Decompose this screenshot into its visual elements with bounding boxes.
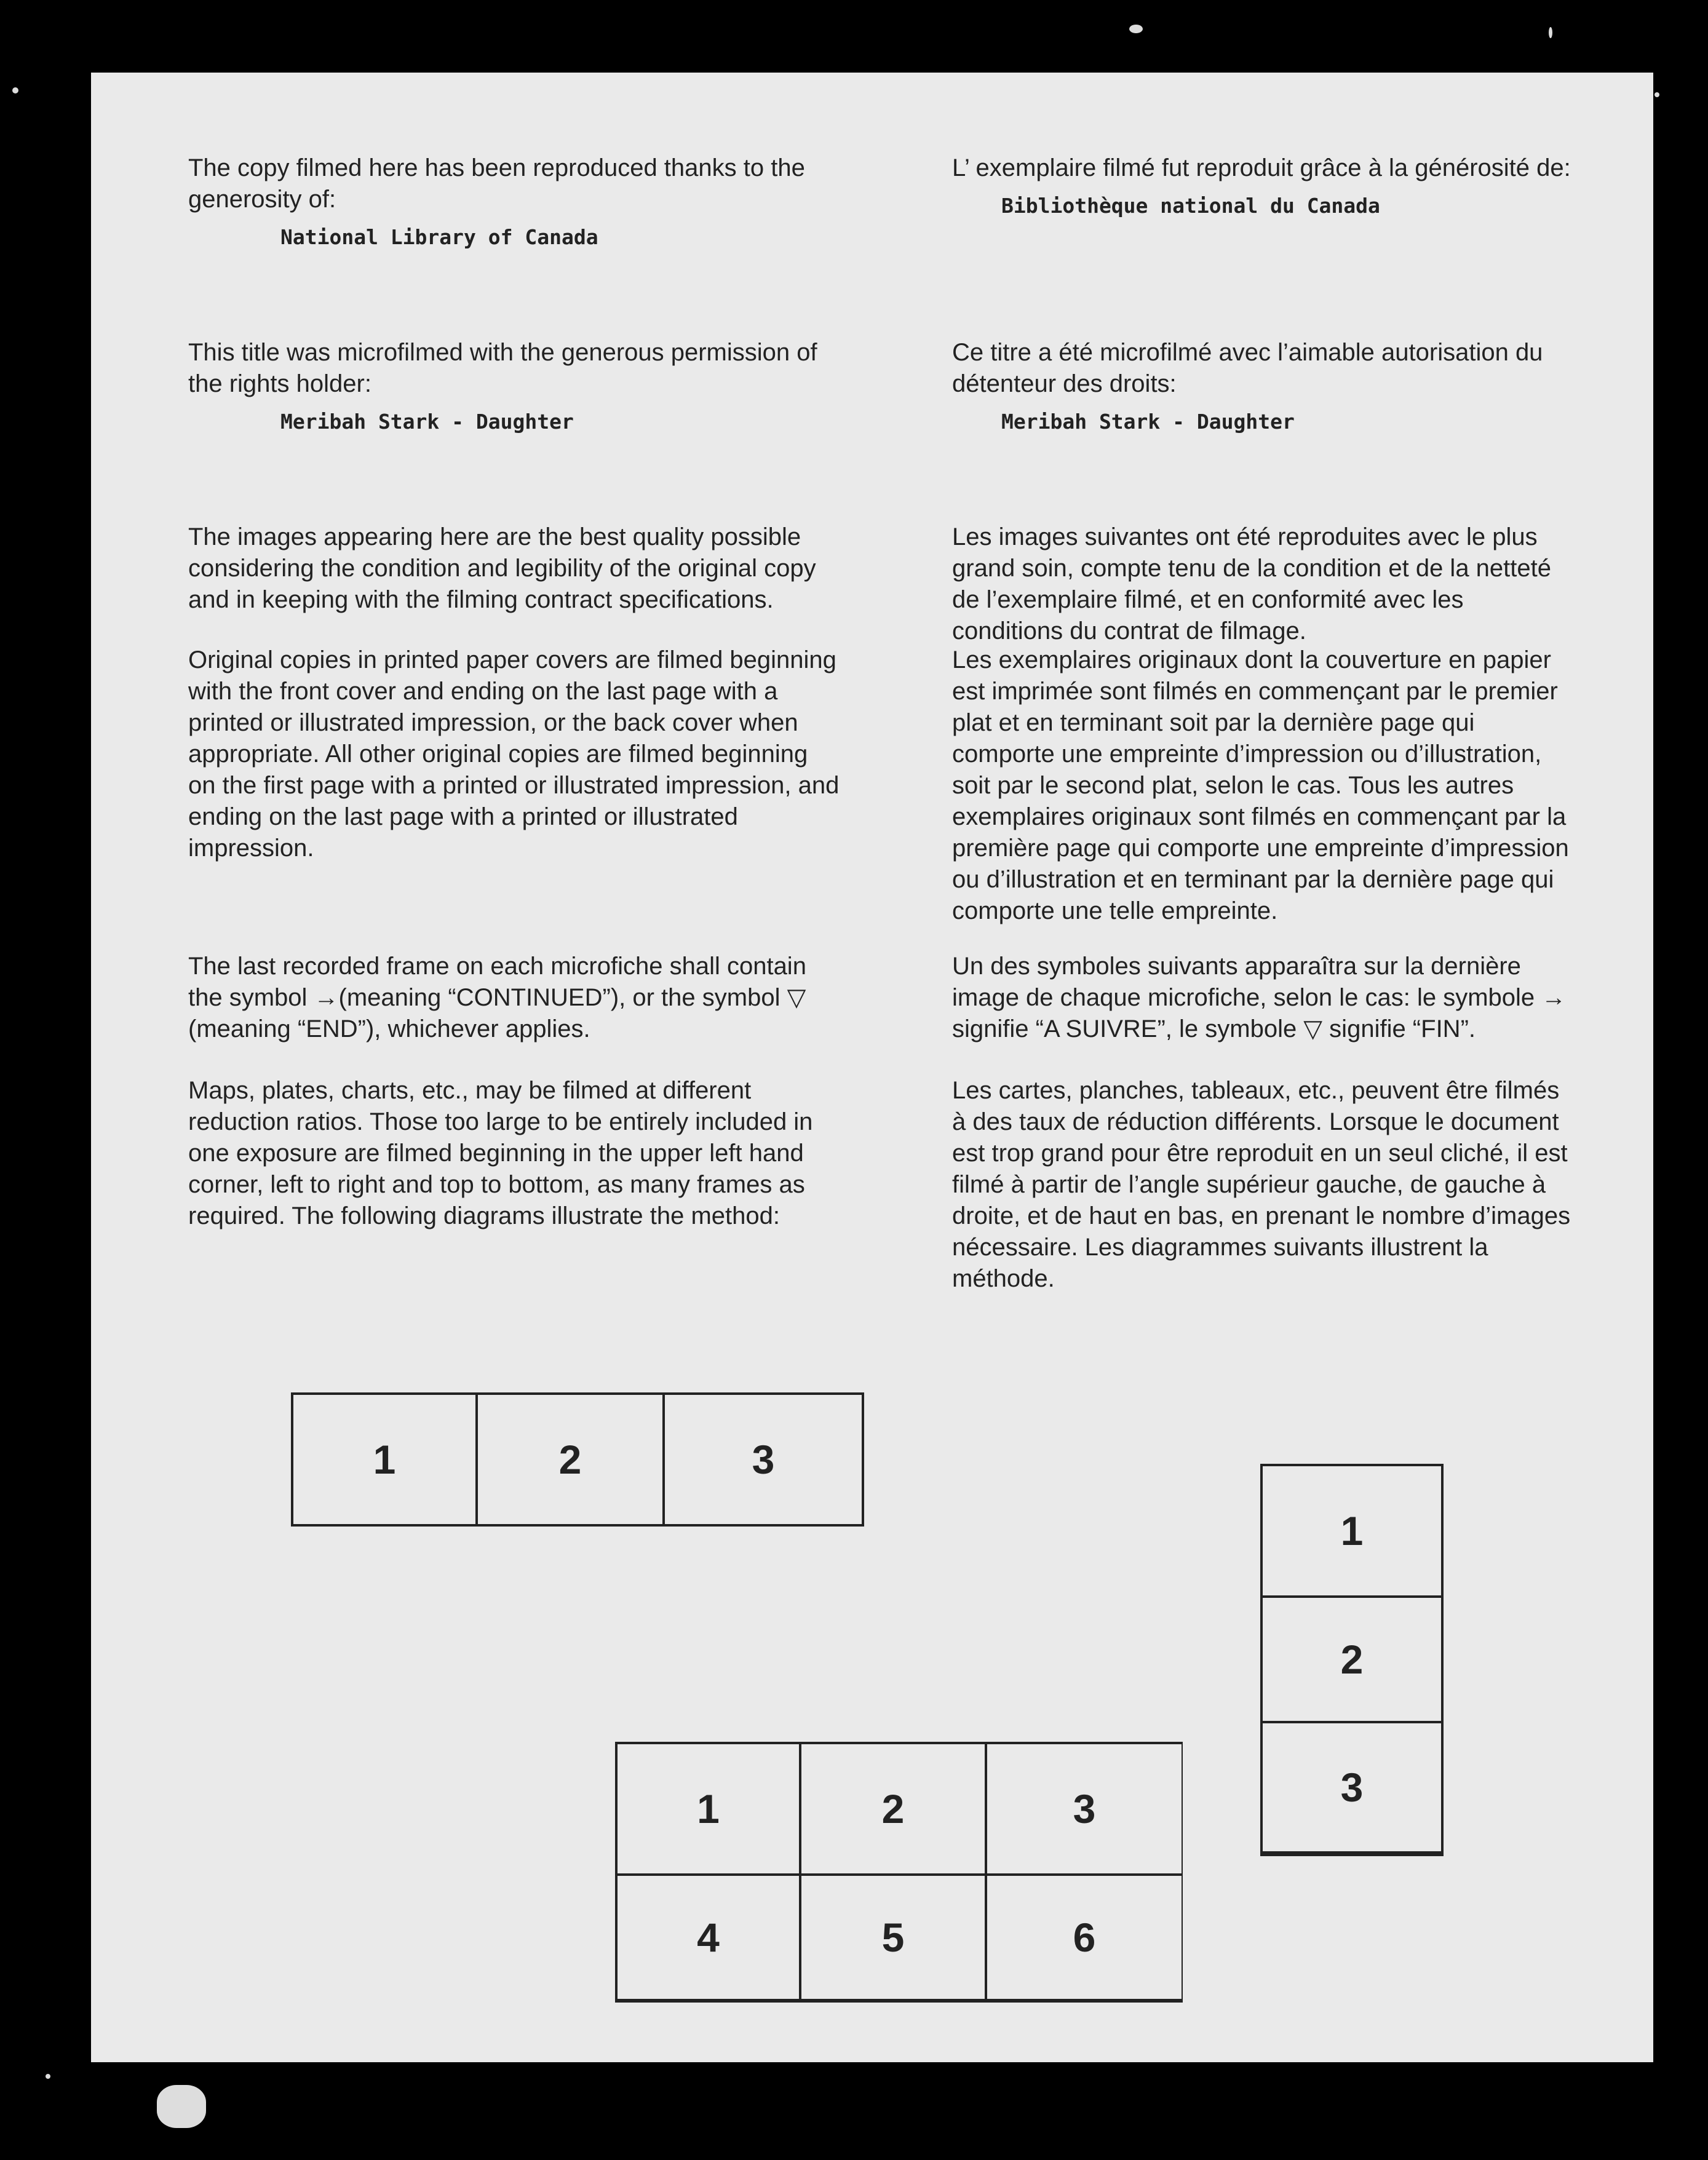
film-speck [1654, 92, 1659, 97]
film-speck [157, 2085, 206, 2128]
diagram-vertical-three [1260, 1464, 1444, 1856]
symbols-paragraph: The last recorded frame on each microfiche shall contain the symbol →(meaning “CONTINUED”), or the symbol ▽ (meaning “END”), whichever applies. [188, 953, 806, 1042]
permission-block [188, 337, 840, 434]
acknowledgement-block-fr [952, 153, 1579, 218]
film-speck [1549, 27, 1552, 38]
covers-paragraph-fr: Les exemplaires originaux dont la couverture en papier est imprimée sont filmés en commençant par le premier plat et en terminant soit par la dernière page qui comporte une empreinte d’impression ou d’illustration, soit par le second plat, selon le cas. Tous les autres exemplaires originaux sont filmés en commençant par la première page qui comporte une empreinte d’impression ou d’illustration et en terminant par la dernière page qui comporte une telle empreinte. [952, 646, 1569, 924]
permission-text-fr: Ce titre a été microfilmé avec l’aimable autorisation du détenteur des droits: [952, 339, 1543, 397]
film-speck [46, 2074, 50, 2079]
diagram-horizontal-three [291, 1392, 864, 1527]
rights-holder-fr: Meribah Stark - Daughter [1001, 410, 1295, 434]
frame-cell: 1 [293, 1395, 475, 1524]
frame-cell: 3 [665, 1395, 862, 1524]
film-speck [12, 87, 18, 93]
maps-paragraph: Maps, plates, charts, etc., may be filmed at different reduction ratios. Those too large to be entirely included in one exposure are filmed beginning in the upper left hand corner, left to right and top to bottom, as many frames as required. The following diagrams illustrate the method: [188, 1077, 813, 1229]
maps-paragraph-fr: Les cartes, planches, tableaux, etc., peuvent être filmés à des taux de réduction différents. Lorsque le document est trop grand pour être reproduit en un seul cliché, il est filmé à partir de l’angle supérieur gauche, de gauche à droite, et de haut en bas, en prenant le nombre d’images nécessaire. Les diagrammes suivants illustrent la méthode. [952, 1077, 1571, 1292]
permission-block-fr [952, 337, 1579, 434]
library-name: National Library of Canada [280, 225, 598, 249]
frame-cell: 3 [1263, 1723, 1441, 1851]
microfilm-target-sheet [91, 73, 1653, 2062]
quality-paragraph-fr: Les images suivantes ont été reproduites avec le plus grand soin, compte tenu de la condition et de la netteté de l’exemplaire filmé, et en conformité avec les conditions du contrat de filmage. [952, 523, 1552, 645]
film-speck [1129, 25, 1143, 33]
quality-paragraph: The images appearing here are the best quality possible considering the condition and legibility of the original copy and in keeping with the filming contract specifications. [188, 523, 816, 613]
frame-cell: 3 [987, 1744, 1182, 1873]
acknowledgement-text-fr: L’ exemplaire filmé fut reproduit grâce à la générosité de: [952, 154, 1571, 181]
diagram-grid-six [615, 1742, 1183, 2003]
rights-holder: Meribah Stark - Daughter [280, 410, 574, 434]
library-name-fr: Bibliothèque national du Canada [1001, 194, 1380, 218]
frame-cell: 5 [801, 1876, 985, 1999]
frame-cell: 6 [987, 1876, 1182, 1999]
frame-cell: 1 [1263, 1466, 1441, 1595]
frame-cell: 2 [801, 1744, 985, 1873]
covers-paragraph: Original copies in printed paper covers are filmed beginning with the front cover and ending on the last page with a printed or illustrated impression, or the back cover when appropriate. All other original copies are filmed beginning on the first page with a printed or illustrated impression, and ending on the last page with a printed or illustrated impression. [188, 646, 840, 862]
frame-cell: 2 [478, 1395, 662, 1524]
acknowledgement-block [188, 153, 840, 249]
frame-cell: 1 [618, 1744, 799, 1873]
frame-cell: 2 [1263, 1598, 1441, 1721]
frame-cell: 4 [618, 1876, 799, 1999]
permission-text: This title was microfilmed with the generous permission of the rights holder: [188, 339, 817, 397]
acknowledgement-text: The copy filmed here has been reproduced thanks to the generosity of: [188, 154, 805, 213]
symbols-paragraph-fr: Un des symboles suivants apparaîtra sur la dernière image de chaque microfiche, selon le cas: le symbole → signifie “A SUIVRE”, le symbole ▽ signifie “FIN”. [952, 953, 1567, 1042]
